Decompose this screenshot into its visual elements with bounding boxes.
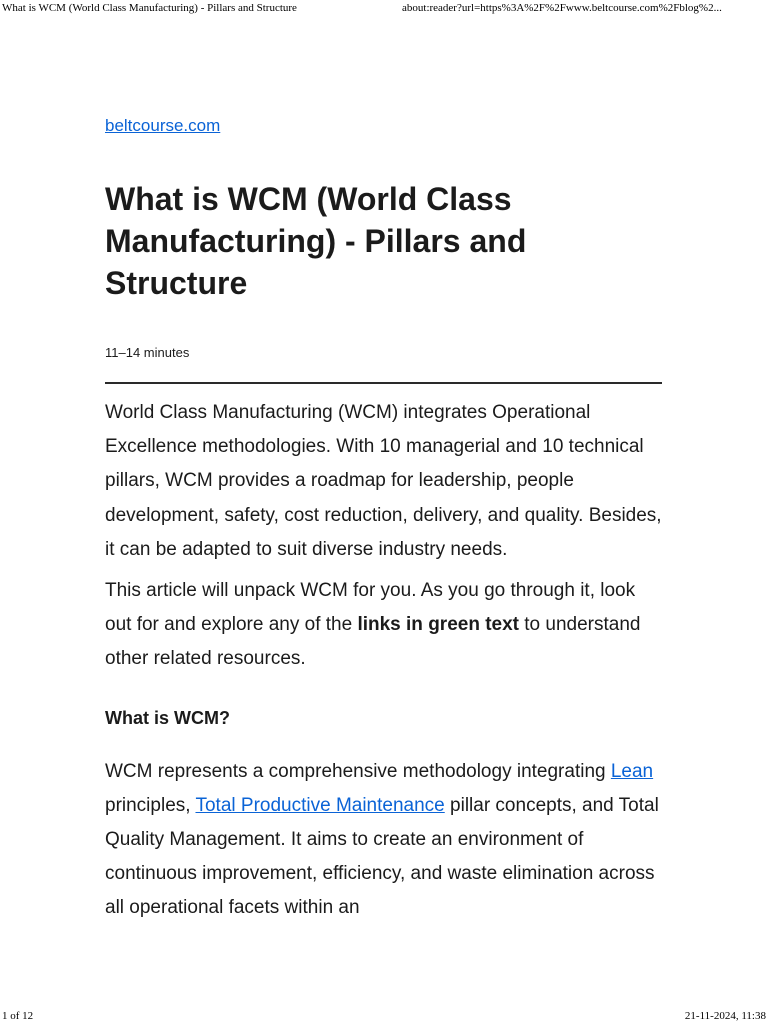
reading-time: 11–14 minutes — [105, 345, 190, 360]
paragraph-text: This article will unpack WCM for you. As you go through it, look out for and explore any of the — [105, 580, 636, 636]
print-footer — [0, 1008, 768, 1024]
tpm-link[interactable]: Total Productive Maintenance — [195, 794, 445, 816]
article-paragraph — [105, 755, 665, 926]
article-content — [105, 396, 665, 926]
paragraph-text: principles, — [105, 794, 196, 816]
section-heading: What is WCM? — [105, 707, 230, 728]
page-number: 1 of 12 — [2, 1010, 34, 1022]
paragraph-text: to understand other related resources. — [105, 614, 641, 670]
article-paragraph — [105, 574, 665, 677]
lean-link[interactable]: Lean — [610, 760, 654, 782]
paragraph-text: WCM represents a comprehensive methodology integrating — [105, 760, 611, 782]
paragraph-text: pillar concepts, and Total Quality Management. It aims to create an environment of continuous improvement, efficiency, and waste elimination across all operational facets within an — [105, 794, 659, 919]
print-datetime: 21-11-2024, 11:38 — [684, 1010, 766, 1022]
header-divider — [105, 382, 662, 384]
print-header — [0, 0, 768, 18]
source-domain-link[interactable]: beltcourse.com — [105, 116, 221, 135]
header-url: about:reader?url=https%3A%2F%2Fwww.beltcourse.com%2Fblog%2... — [402, 2, 722, 14]
intro-paragraph: World Class Manufacturing (WCM) integrates Operational Excellence methodologies. With 10 managerial and 10 technical pillars, WCM provides a roadmap for leadership, people development, safety, cost reduction, delivery, and quality. Besides, it can be adapted to suit diverse industry needs. — [105, 402, 662, 560]
article-title: What is WCM (World Class Manufacturing) - Pillars and Structure — [105, 181, 527, 301]
reader-view — [105, 114, 665, 933]
header-page-title: What is WCM (World Class Manufacturing) - Pillars and Structure — [2, 2, 297, 14]
bold-text: links in green text — [357, 614, 519, 636]
